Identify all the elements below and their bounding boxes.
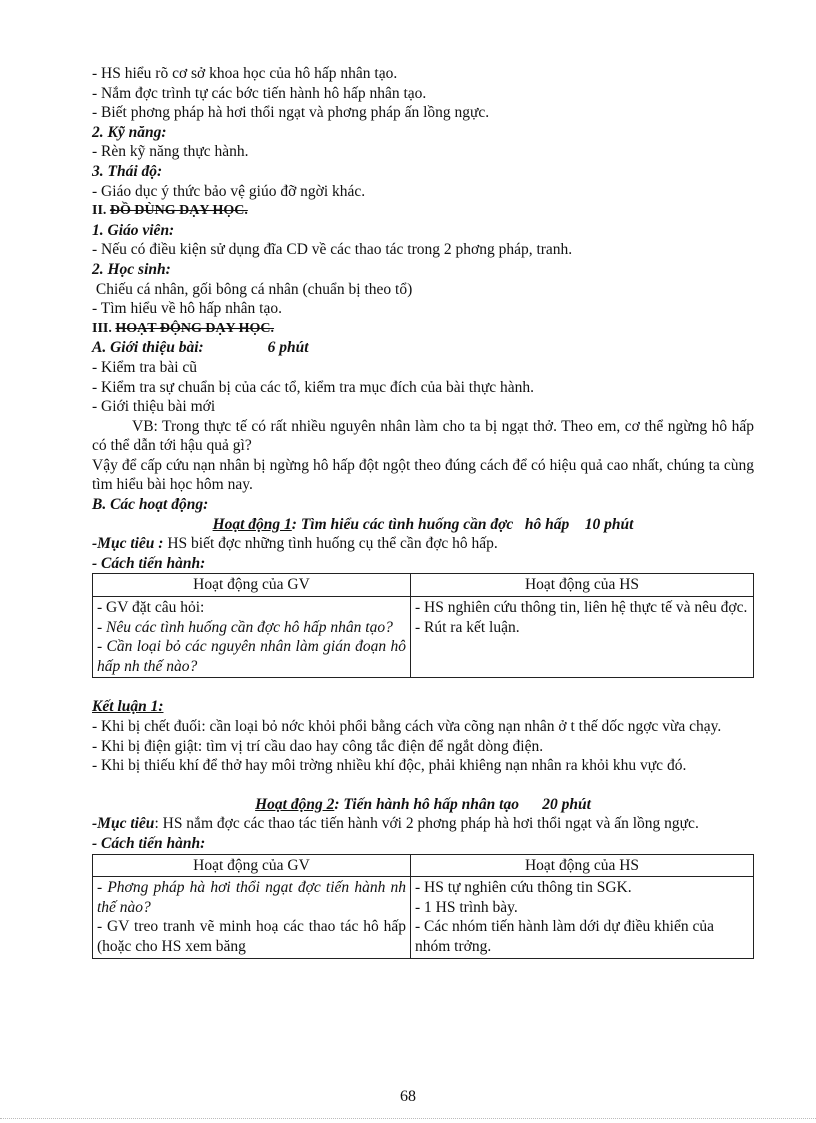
table-row [93, 877, 754, 958]
activity-1-method: - Cách tiến hành: [92, 554, 206, 572]
intro-paragraph-1: VB: Trong thực tế có rất nhiều nguyên nhân làm cho ta bị ngạt thở. Theo em, cơ thể ngừng hô hấp có thể dẫn tới hậu quả gì? [92, 417, 754, 455]
table-header-gv: Hoạt động của GV [93, 854, 411, 877]
teacher-heading: 1. Giáo viên: [92, 221, 175, 239]
hs-line: - Rút ra kết luận. [415, 618, 520, 636]
objective-list [92, 64, 754, 123]
intro-item: - Giới thiệu bài mới [92, 398, 216, 416]
conclusion-item: - Khi bị chết đuối: cần loại bỏ nớc khỏi phổi bằng cách vừa cõng nạn nhân ở t thế dốc ngợc vừa chạy. [92, 718, 722, 735]
objective-item: - Nắm đợc trình tự các bớc tiến hành hô hấp nhân tạo. [92, 84, 427, 102]
gv-line: - Cần loại bỏ các nguyên nhân làm gián đoạn hô hấp nh thế nào? [97, 638, 406, 675]
teacher-line: - Nếu có điều kiện sử dụng đĩa CD về các thao tác trong 2 phơng pháp, tranh. [92, 241, 573, 259]
objective-item: - HS hiểu rõ cơ sở khoa học của hô hấp nhân tạo. [92, 65, 398, 82]
intro-time: 6 phút [267, 339, 309, 357]
hs-line: - HS tự nghiên cứu thông tin SGK. [415, 879, 632, 897]
table-header-row [93, 574, 754, 597]
activity-2-heading [92, 795, 754, 815]
activity-1-goal-label: -Mục tiêu : [92, 535, 164, 553]
activity-1-title: : Tìm hiểu các tình huống cần đợc hô hấp 10 phút [291, 515, 634, 533]
section-2-heading [92, 201, 754, 221]
intro-item: - Kiểm tra bài cũ [92, 358, 198, 376]
objective-item: - Biết phơng pháp hà hơi thổi ngạt và phơng pháp ấn lồng ngực. [92, 104, 490, 122]
section-3-heading [92, 319, 754, 339]
intro-item: - Kiểm tra sự chuẩn bị của các tổ, kiểm tra mục đích của bài thực hành. [92, 378, 535, 396]
activities-heading: B. Các hoạt động: [92, 496, 209, 514]
activity-1-heading [92, 515, 754, 535]
conclusion-item: - Khi bị điện giật: tìm vị trí cầu dao hay công tắc điện để ngắt dòng điện. [92, 737, 544, 755]
student-line-1: Chiếu cá nhân, gối bông cá nhân (chuẩn bị theo tổ) [92, 280, 413, 298]
activity-2-goal-text: : HS nắm đợc các thao tác tiến hành với 2 phơng pháp hà hơi thổi ngạt và ấn lồng ngực. [154, 815, 699, 833]
table-cell-hs [411, 597, 754, 678]
skill-line: - Rèn kỹ năng thực hành. [92, 143, 249, 161]
activity-2-table [92, 854, 754, 959]
section-3-number: III. [92, 320, 116, 336]
activity-2-goal [92, 814, 754, 834]
hs-line: - 1 HS trình bày. [415, 898, 518, 916]
intro-heading-text: A. Giới thiệu bài: [92, 339, 204, 357]
table-header-gv: Hoạt động của GV [93, 574, 411, 597]
section-3-title: HOẠT ĐỘNG DẠY HỌC. [115, 320, 275, 336]
activity-2-label: Hoạt động 2 [255, 795, 335, 813]
table-header-hs: Hoạt động của HS [411, 574, 754, 597]
table-row [93, 597, 754, 678]
activity-1-label: Hoạt động 1 [212, 515, 292, 533]
student-line-2: - Tìm hiểu về hô hấp nhân tạo. [92, 300, 282, 318]
hs-line: - HS nghiên cứu thông tin, liên hệ thực tế và nêu đợc. [415, 599, 748, 617]
intro-heading [92, 338, 754, 358]
activity-2-goal-label: -Mục tiêu [92, 815, 155, 833]
table-cell-hs [411, 877, 754, 958]
student-heading: 2. Học sinh: [92, 260, 171, 278]
table-cell-gv [93, 877, 411, 958]
conclusion-1-heading: Kết luận 1: [92, 698, 164, 716]
gv-line: - Phơng pháp hà hơi thổi ngạt đợc tiến hành nh thế nào? [97, 879, 406, 916]
intro-list [92, 358, 754, 417]
document-page [92, 64, 754, 959]
gv-line: - GV treo tranh vẽ minh hoạ các thao tác hô hấp (hoặc cho HS xem băng [97, 918, 406, 955]
activity-1-table [92, 573, 754, 678]
section-2-title: ĐỒ DÙNG DẠY HỌC. [109, 203, 248, 219]
table-cell-gv [93, 597, 411, 678]
conclusion-item: - Khi bị thiếu khí để thở hay môi trờng nhiều khí độc, phải khiêng nạn nhân ra khỏi khu vực đó. [92, 757, 687, 775]
skill-heading: 2. Kỹ năng: [92, 123, 167, 141]
activity-2-title: : Tiến hành hô hấp nhân tạo 20 phút [334, 795, 591, 813]
activity-1-goal-text: HS biết đợc những tình huống cụ thể cần đợc hô hấp. [163, 535, 498, 553]
table-header-row [93, 854, 754, 877]
hs-line: - Các nhóm tiến hành làm dới dự điều khiển của nhóm trởng. [415, 918, 714, 955]
page-bottom-rule [0, 1118, 816, 1119]
table-header-hs: Hoạt động của HS [411, 854, 754, 877]
page-number: 68 [400, 1088, 416, 1105]
attitude-line: - Giáo dục ý thức bảo vệ giúo đỡ ngời khác. [92, 182, 366, 200]
attitude-heading: 3. Thái độ: [92, 162, 163, 180]
conclusion-1-list [92, 717, 754, 776]
activity-1-goal [92, 534, 754, 554]
activity-2-method: - Cách tiến hành: [92, 834, 206, 852]
intro-paragraph-2: Vậy để cấp cứu nạn nhân bị ngừng hô hấp đột ngột theo đúng cách để có hiệu quả cao nhất, chúng ta cùng tìm hiểu bài học hôm nay. [92, 456, 754, 494]
gv-line: - Nêu các tình huống cần đợc hô hấp nhân tạo? [97, 618, 393, 636]
section-2-number: II. [92, 203, 110, 219]
gv-line: - GV đặt câu hỏi: [97, 599, 205, 617]
